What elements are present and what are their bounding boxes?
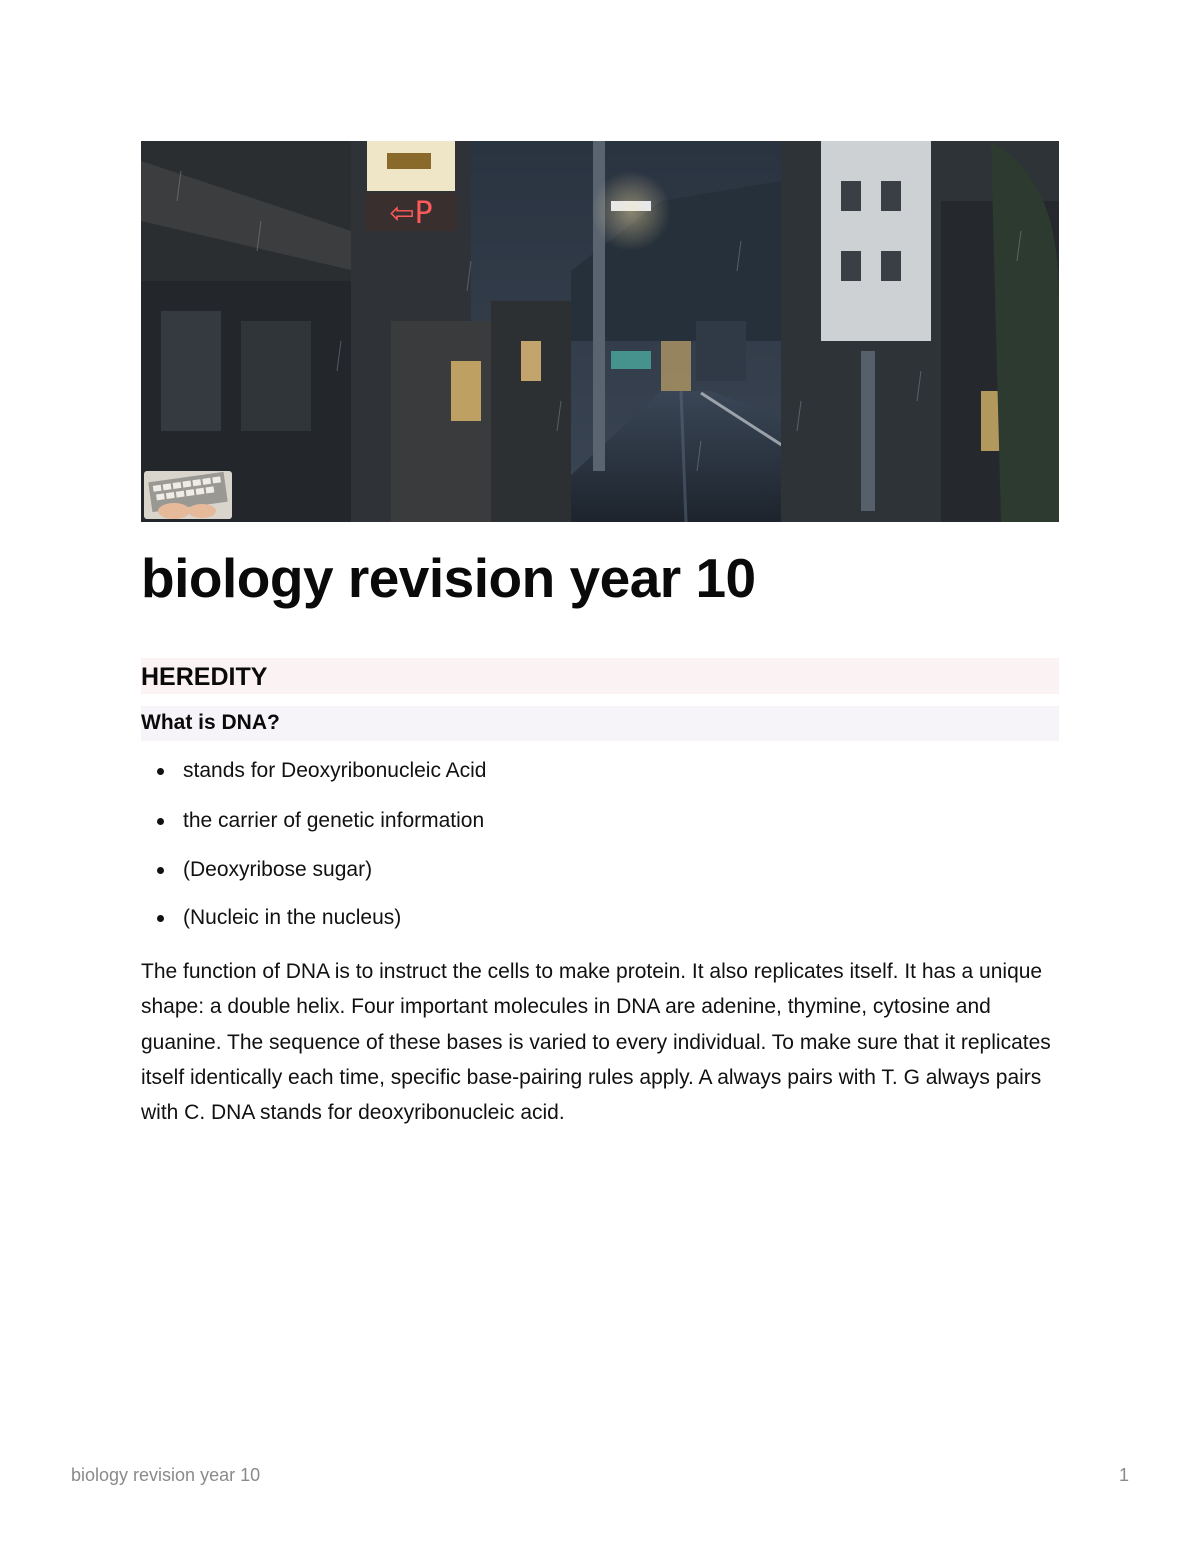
list-item-text: (Deoxyribose sugar): [183, 858, 373, 881]
footer-title: biology revision year 10: [71, 1465, 261, 1485]
cover-image: [141, 141, 1059, 522]
list-item-text: the carrier of genetic information: [183, 809, 485, 832]
list-item: [141, 802, 487, 851]
parking-sign-icon: ⇦P: [389, 196, 433, 231]
bullet-icon: [157, 867, 164, 874]
list-item: [141, 851, 487, 899]
heading-what-is-dna: What is DNA?: [141, 711, 280, 734]
footer-page-number: 1: [1118, 1465, 1129, 1485]
bullet-icon: [157, 915, 164, 922]
list-item-text: stands for Deoxyribonucleic Acid: [183, 759, 487, 782]
street-scene-illustration: [141, 141, 1059, 522]
heading-heredity: HEREDITY: [141, 663, 268, 691]
heading-heredity-block: [141, 658, 1059, 694]
dna-bullet-list: [141, 752, 487, 949]
page-icon[interactable]: [144, 471, 232, 519]
list-item-text: (Nucleic in the nucleus): [183, 906, 402, 929]
list-item: [141, 752, 487, 802]
list-item: [141, 899, 487, 949]
keyboard-icon: [144, 471, 232, 519]
dna-function-paragraph: The function of DNA is to instruct the cells to make protein. It also replicates itself. It has a unique shape: a double helix. Four important molecules in DNA are adenine, thymine, cytosine and guanine. The sequence of these bases is varied to every individual. To make sure that it replicates itself identically each time, specific base-pairing rules apply. A always pairs with T. G always pairs with C. DNA stands for deoxyribonucleic acid.: [141, 960, 1051, 1125]
bullet-icon: [157, 818, 164, 825]
page-title: biology revision year 10: [141, 547, 756, 609]
bullet-icon: [157, 768, 164, 775]
heading-what-is-dna-block: [141, 706, 1059, 741]
